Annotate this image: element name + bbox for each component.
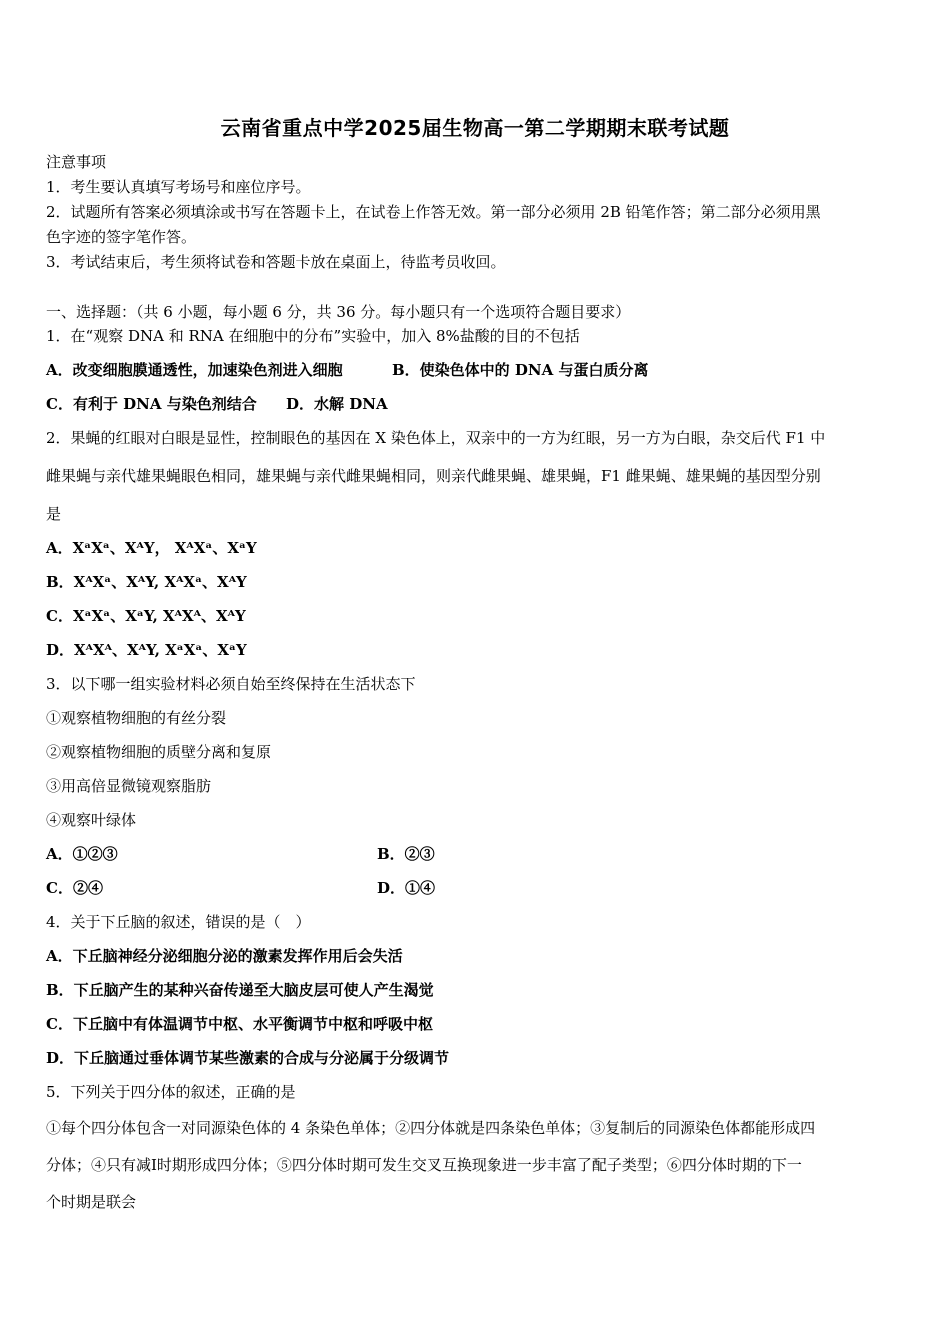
q2-option-b: B．XᴬXᵃ、XᴬY, XᴬXᵃ、XᴬY (46, 573, 247, 591)
q5-stem: 5．下列关于四分体的叙述，正确的是 (46, 1083, 296, 1101)
q2-stem-line2: 雌果蝇与亲代雄果蝇眼色相同，雄果蝇与亲代雌果蝇相同，则亲代雌果蝇、雄果蝇，F1 雌果蝇、雄果蝇的基因型分别 (46, 467, 821, 485)
q3-option-d: D．①④ (377, 879, 436, 897)
q5-body-line2: 分体；④只有减Ⅰ时期形成四分体；⑤四分体时期可发生交叉互换现象进一步丰富了配子类型；⑥四分体时期的下一 (46, 1156, 802, 1174)
section-heading: 一、选择题：（共 6 小题，每小题 6 分，共 36 分。每小题只有一个选项符合题目要求） (46, 303, 631, 321)
q1-option-d: D．水解 DNA (286, 395, 388, 413)
q1-stem: 1．在“观察 DNA 和 RNA 在细胞中的分布”实验中，加入 8%盐酸的目的不包括 (46, 327, 580, 345)
q5-body-line1: ①每个四分体包含一对同源染色体的 4 条染色单体；②四分体就是四条染色单体；③复制后的同源染色体都能形成四 (46, 1119, 816, 1137)
notice-item: 1．考生要认真填写考场号和座位序号。 (46, 178, 311, 196)
q3-option-c: C．②④ (46, 879, 103, 897)
q4-option-d: D．下丘脑通过垂体调节某些激素的合成与分泌属于分级调节 (46, 1049, 450, 1067)
q1-option-b: B．使染色体中的 DNA 与蛋白质分离 (392, 361, 649, 379)
q3-stem: 3．以下哪一组实验材料必须自始至终保持在生活状态下 (46, 675, 416, 693)
q2-option-a: A．XᵃXᵃ、XᴬY， XᴬXᵃ、XᵃY (46, 539, 257, 557)
q4-option-b: B．下丘脑产生的某种兴奋传递至大脑皮层可使人产生渴觉 (46, 981, 434, 999)
q3-item: ③用高倍显微镜观察脂肪 (46, 777, 212, 795)
q4-stem: 4．关于下丘脑的叙述，错误的是（ ） (46, 913, 311, 931)
notice-heading: 注意事项 (46, 153, 107, 171)
q3-item: ②观察植物细胞的质壁分离和复原 (46, 743, 272, 761)
exam-title: 云南省重点中学2025届生物高一第二学期期末联考试题 (220, 116, 730, 140)
q3-item: ①观察植物细胞的有丝分裂 (46, 709, 227, 727)
q4-option-a: A．下丘脑神经分泌细胞分泌的激素发挥作用后会失活 (46, 947, 403, 965)
q2-stem-line1: 2．果蝇的红眼对白眼是显性，控制眼色的基因在 X 染色体上，双亲中的一方为红眼，另一方为白眼，杂交后代 F1 中 (46, 429, 826, 447)
q3-option-a: A．①②③ (46, 845, 118, 863)
q2-stem-line3: 是 (46, 505, 62, 523)
q4-option-c: C．下丘脑中有体温调节中枢、水平衡调节中枢和呼吸中枢 (46, 1015, 433, 1033)
q1-option-c: C．有利于 DNA 与染色剂结合 (46, 395, 257, 413)
notice-item: 3．考试结束后，考生须将试卷和答题卡放在桌面上，待监考员收回。 (46, 253, 506, 271)
notice-item: 2．试题所有答案必须填涂或书写在答题卡上，在试卷上作答无效。第一部分必须用 2B 铅笔作答；第二部分必须用黑 (46, 203, 821, 221)
q5-body-line3: 个时期是联会 (46, 1193, 137, 1211)
q3-option-b: B．②③ (377, 845, 435, 863)
q3-item: ④观察叶绿体 (46, 811, 137, 829)
notice-item: 色字迹的签字笔作答。 (46, 228, 197, 246)
q1-option-a: A．改变细胞膜通透性，加速染色剂进入细胞 (46, 361, 343, 379)
q2-option-c: C．XᵃXᵃ、XᵃY, XᴬXᴬ、XᴬY (46, 607, 246, 625)
q2-option-d: D．XᴬXᴬ、XᴬY, XᵃXᵃ、XᵃY (46, 641, 247, 659)
